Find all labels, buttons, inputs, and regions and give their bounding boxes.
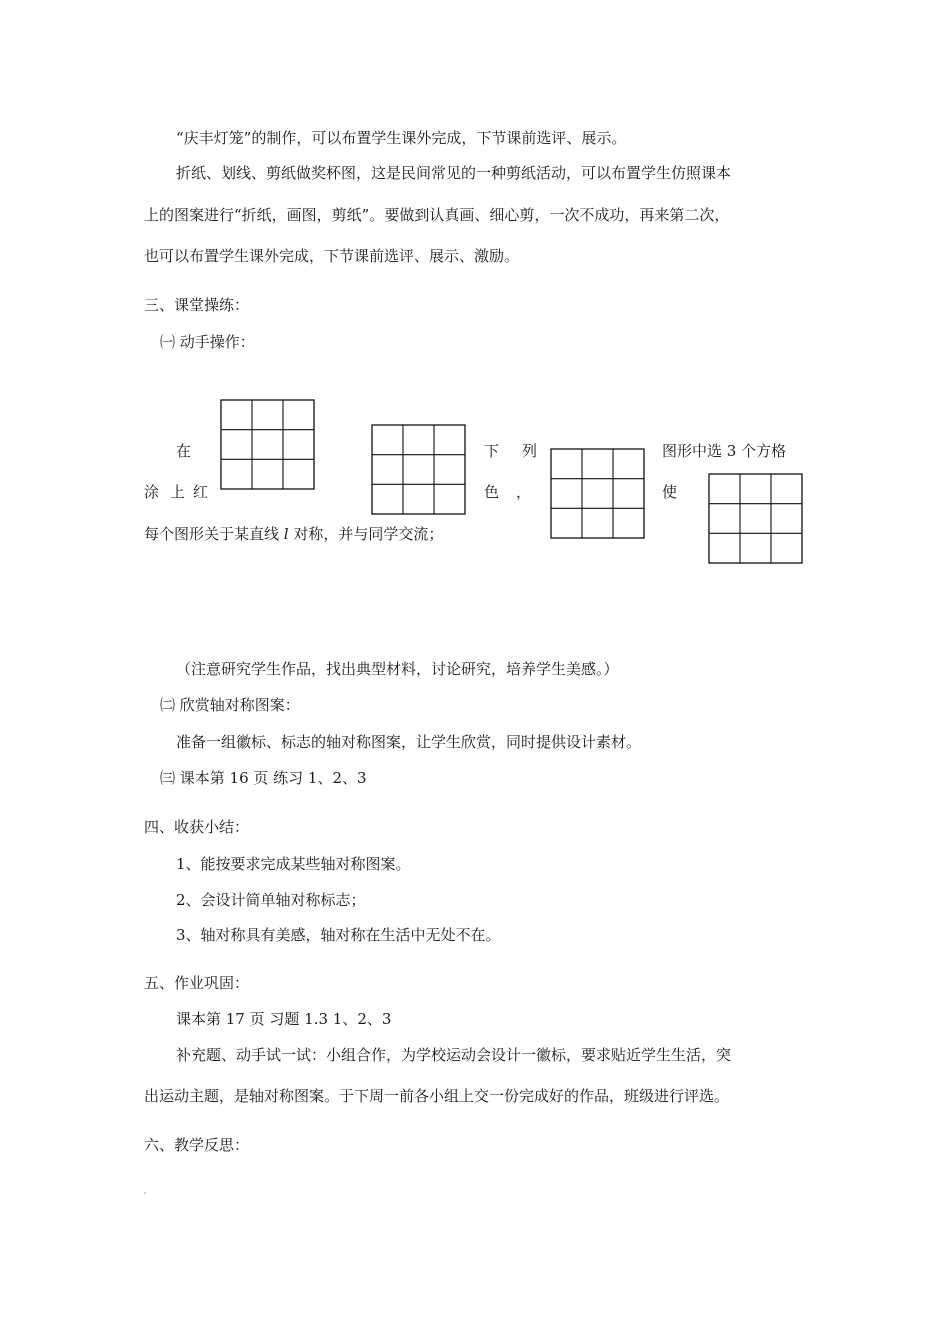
- summary-item-1: 1、能按要求完成某些轴对称图案。: [176, 855, 411, 873]
- page-speck: [144, 1192, 146, 1194]
- summary-item-3: 3、轴对称具有美感，轴对称在生活中无处不在。: [176, 926, 501, 944]
- paragraph-papercut-2: 上的图案进行“折纸，画图，剪纸”。要做到认真画、细心剪，一次不成功，再来第二次，: [144, 206, 730, 224]
- paragraph-papercut-1: 折纸、划线、剪纸做奖杯图，这是民间常见的一种剪纸活动，可以布置学生仿照课本: [176, 164, 732, 182]
- section-heading-summary: 四、收获小结：: [144, 818, 250, 836]
- section-heading-practice: 三、课堂操练：: [144, 296, 250, 314]
- figure-text-zai: 在: [176, 442, 192, 460]
- line-variable-l: l: [283, 525, 289, 543]
- homework-supplement-2: 出运动主题，是轴对称图案。于下周一前各小组上交一份完成好的作品，班级进行评选。: [144, 1087, 730, 1105]
- section-heading-reflection: 六、教学反思：: [144, 1136, 250, 1154]
- teacher-note: （注意研究学生作品，找出典型材料，讨论研究，培养学生美感。）: [176, 660, 619, 678]
- figure-text-comma: ，: [516, 483, 532, 501]
- grid-figure-2: [371, 424, 464, 514]
- grid-figure-1: [220, 399, 313, 489]
- subitem-hands-on: ㈠ 动手操作：: [160, 333, 255, 351]
- instruction-part-1: 每个图形关于某直线: [144, 525, 284, 543]
- paragraph-papercut-3: 也可以布置学生课外完成，下节课前选评、展示、激励。: [144, 247, 520, 265]
- figure-text-lie: 列: [522, 442, 538, 460]
- section-heading-homework: 五、作业巩固：: [144, 974, 250, 992]
- instruction-part-2: 对称，并与同学交流；: [288, 525, 444, 543]
- homework-textbook: 课本第 17 页 习题 1.3 1、2、3: [176, 1010, 392, 1028]
- figure-text-se: 色: [484, 483, 500, 501]
- paragraph-lantern: “庆丰灯笼”的制作，可以布置学生课外完成，下节课前选评、展示。: [176, 129, 627, 147]
- grid-figure-3: [550, 448, 643, 538]
- figure-text-select: 图形中选 3 个方格: [662, 442, 787, 460]
- figure-text-hong: 红: [193, 483, 209, 501]
- figure-text-xia: 下: [484, 442, 500, 460]
- grid-figure-4: [708, 473, 801, 563]
- subitem-exercise: ㈢ 课本第 16 页 练习 1、2、3: [160, 769, 367, 787]
- summary-item-2: 2、会设计简单轴对称标志；: [176, 891, 366, 909]
- homework-supplement-1: 补充题、动手试一试：小组合作，为学校运动会设计一徽标，要求贴近学生生活，突: [176, 1046, 732, 1064]
- figure-text-instruction: [144, 524, 443, 544]
- figure-text-tu: 涂: [144, 483, 160, 501]
- appreciate-text: 准备一组徽标、标志的轴对称图案，让学生欣赏，同时提供设计素材。: [176, 733, 642, 751]
- figure-text-shang: 上: [170, 483, 186, 501]
- figure-text-shi: 使: [662, 483, 678, 501]
- subitem-appreciate: ㈡ 欣赏轴对称图案：: [160, 696, 300, 714]
